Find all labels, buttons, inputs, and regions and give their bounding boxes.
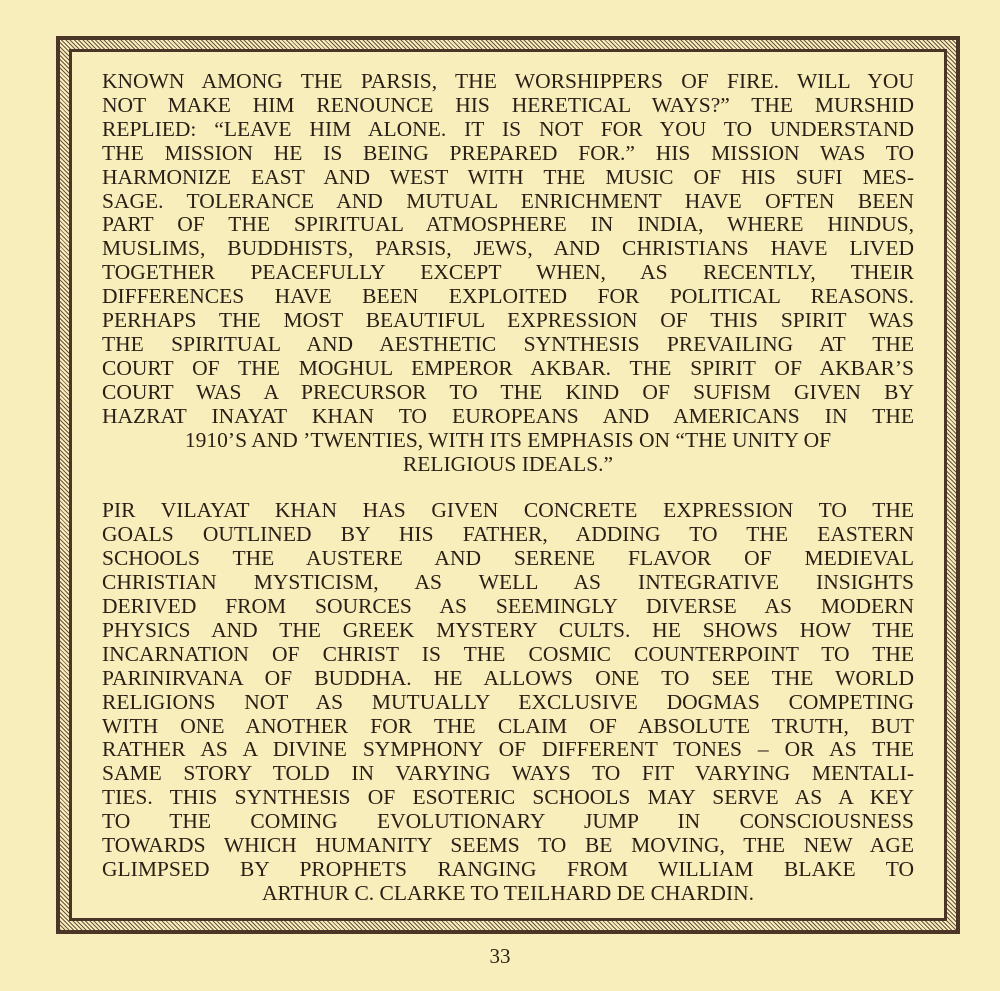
text-line: RELIGIONS NOT AS MUTUALLY EXCLUSIVE DOGMAS COMPETING — [102, 690, 914, 714]
text-line: GOALS OUTLINED BY HIS FATHER, ADDING TO THE EASTERN — [102, 523, 914, 547]
text-line: SAGE. TOLERANCE AND MUTUAL ENRICHMENT HAVE OFTEN BEEN — [102, 189, 914, 213]
text-panel — [69, 49, 947, 921]
text-line: GLIMPSED BY PROPHETS RANGING FROM WILLIAM BLAKE TO — [102, 858, 914, 881]
text-line: TIES. THIS SYNTHESIS OF ESOTERIC SCHOOLS MAY SERVE AS A KEY — [102, 786, 914, 810]
decorative-border-frame — [56, 36, 960, 934]
text-line: REPLIED: “LEAVE HIM ALONE. IT IS NOT FOR YOU TO UNDERSTAND — [102, 117, 914, 141]
page-number: 33 — [489, 944, 511, 968]
text-line: RATHER AS A DIVINE SYMPHONY OF DIFFERENT TONES – OR AS THE — [102, 738, 914, 762]
text-line: CHRISTIAN MYSTICISM, AS WELL AS INTEGRATIVE INSIGHTS — [102, 571, 914, 595]
text-line: DERIVED FROM SOURCES AS SEEMINGLY DIVERSE AS MODERN — [102, 595, 914, 619]
text-line: THE SPIRITUAL AND AESTHETIC SYNTHESIS PREVAILING AT THE — [102, 332, 914, 356]
text-line: THE MISSION HE IS BEING PREPARED FOR.” HIS MISSION WAS TO — [102, 141, 914, 165]
text-line: SAME STORY TOLD IN VARYING WAYS TO FIT VARYING MENTALI- — [102, 762, 914, 786]
text-line: NOT MAKE HIM RENOUNCE HIS HERETICAL WAYS?” THE MURSHID — [102, 93, 914, 117]
text-line: MUSLIMS, BUDDHISTS, PARSIS, JEWS, AND CHRISTIANS HAVE LIVED — [102, 237, 914, 261]
text-line: PHYSICS AND THE GREEK MYSTERY CULTS. HE SHOWS HOW THE — [102, 618, 914, 642]
text-line: COURT WAS A PRECURSOR TO THE KIND OF SUFISM GIVEN BY — [102, 380, 914, 404]
text-line: WITH ONE ANOTHER FOR THE CLAIM OF ABSOLUTE TRUTH, BUT — [102, 714, 914, 738]
text-line: PERHAPS THE MOST BEAUTIFUL EXPRESSION OF THIS SPIRIT WAS — [102, 309, 914, 333]
text-line: INCARNATION OF CHRIST IS THE COSMIC COUNTERPOINT TO THE — [102, 642, 914, 666]
text-line: TOGETHER PEACEFULLY EXCEPT WHEN, AS RECENTLY, THEIR — [102, 261, 914, 285]
text-line: HAZRAT INAYAT KHAN TO EUROPEANS AND AMERICANS IN THE — [102, 404, 914, 428]
text-line: COURT OF THE MOGHUL EMPEROR AKBAR. THE SPIRIT OF AKBAR’S — [102, 356, 914, 380]
text-line: 1910’S AND ’TWENTIES, WITH ITS EMPHASIS ON “THE UNITY OF — [184, 428, 832, 452]
text-line: PART OF THE SPIRITUAL ATMOSPHERE IN INDIA, WHERE HINDUS, — [102, 213, 914, 237]
text-line: PARINIRVANA OF BUDDHA. HE ALLOWS ONE TO SEE THE WORLD — [102, 666, 914, 690]
text-line: SCHOOLS THE AUSTERE AND SERENE FLAVOR OF MEDIEVAL — [102, 547, 914, 571]
paragraph-gap — [102, 476, 914, 499]
text-line: HARMONIZE EAST AND WEST WITH THE MUSIC OF HIS SUFI MES- — [102, 165, 914, 189]
text-line: TO THE COMING EVOLUTIONARY JUMP IN CONSCIOUSNESS — [102, 810, 914, 834]
text-line: RELIGIOUS IDEALS.” — [402, 452, 614, 476]
text-line: PIR VILAYAT KHAN HAS GIVEN CONCRETE EXPRESSION TO THE — [102, 499, 914, 523]
paragraph-1 — [102, 70, 914, 476]
text-line: TOWARDS WHICH HUMANITY SEEMS TO BE MOVING, THE NEW AGE — [102, 834, 914, 858]
paragraph-2 — [102, 499, 914, 905]
text-line: DIFFERENCES HAVE BEEN EXPLOITED FOR POLITICAL REASONS. — [102, 285, 914, 309]
text-line: KNOWN AMONG THE PARSIS, THE WORSHIPPERS OF FIRE. WILL YOU — [102, 70, 914, 93]
text-line: ARTHUR C. CLARKE TO TEILHARD DE CHARDIN. — [261, 881, 755, 905]
body-text — [102, 70, 914, 906]
